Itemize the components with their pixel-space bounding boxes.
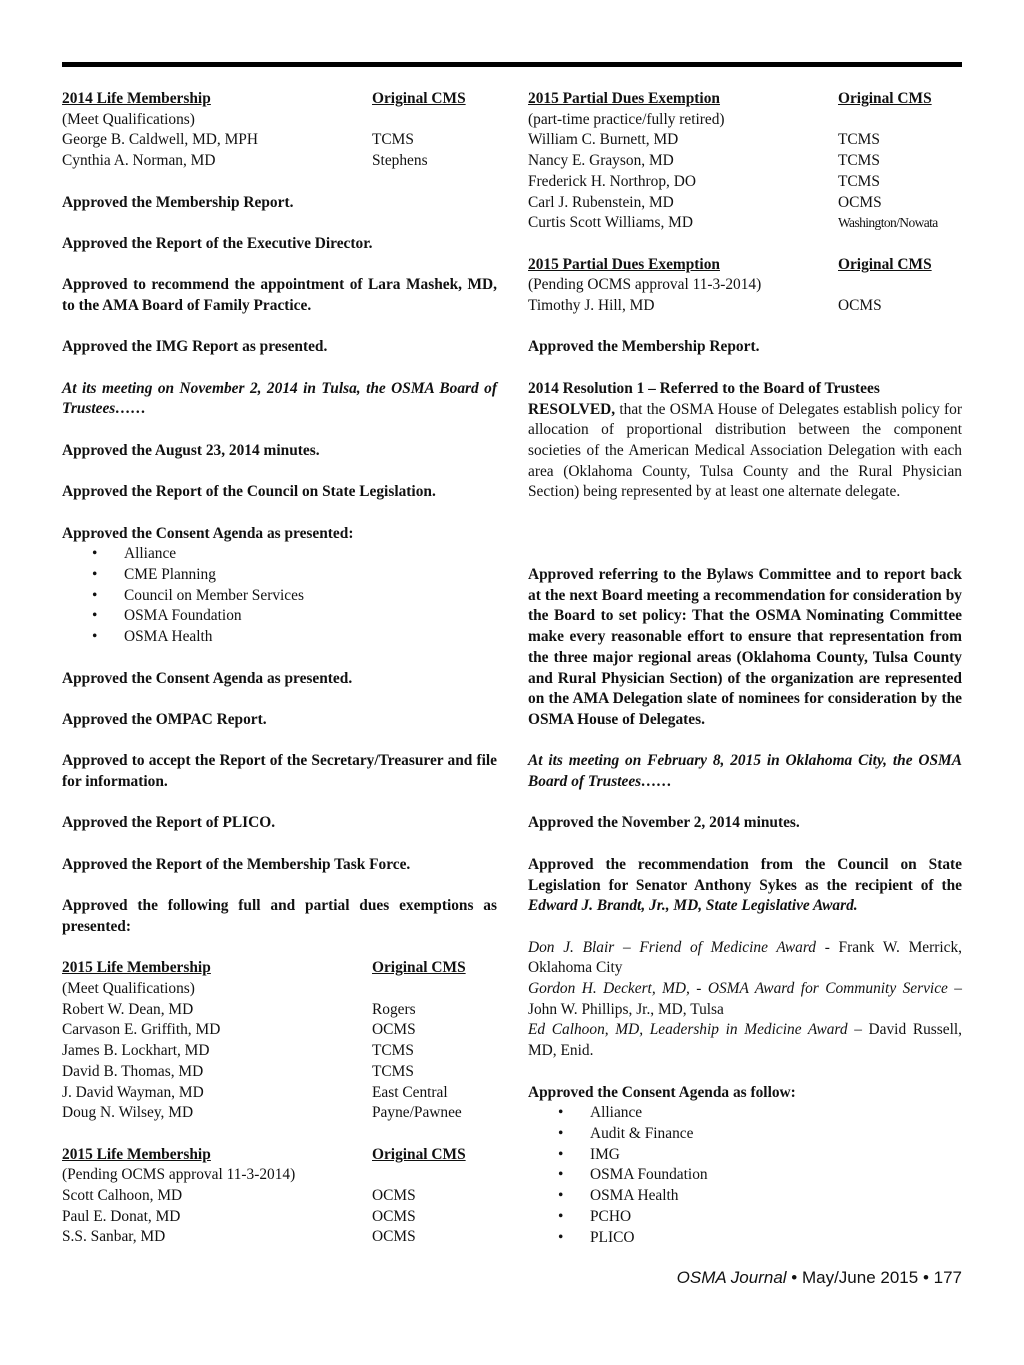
paragraph: Approved the Report of the Council on State Legislation. [62, 483, 436, 501]
paragraph: Approved the November 2, 2014 minutes. [528, 814, 800, 832]
paragraph: Approved the recommendation from the Council on State Legislation for Senator Anthony Sykes as the recipient of the Edward J. Brandt, Jr., MD, State Legislative Award. [528, 855, 962, 915]
award-line: Gordon H. Deckert, MD, - OSMA Award for Community Service – John W. Phillips, Jr., MD, Tulsa [528, 980, 962, 1018]
paragraph: Approved the Report of the Membership Task Force. [62, 855, 411, 873]
consent-list [62, 544, 497, 648]
table-row: James B. Lockhart, MD TCMS [62, 1042, 414, 1060]
list-item: • Alliance [558, 1104, 643, 1122]
paragraph: Approved the Membership Report. [62, 193, 294, 211]
table-row: Curtis Scott Williams, MD Washington/Nowata [528, 214, 938, 232]
table-row: George B. Caldwell, MD, MPH TCMS [62, 131, 414, 149]
table-row: Carvason E. Griffith, MD OCMS [62, 1021, 416, 1039]
table-row: S.S. Sanbar, MD OCMS [62, 1228, 416, 1246]
partial-2015-pending-header: 2015 Partial Dues Exemption Original CMS [528, 255, 932, 273]
paragraph: Approved the August 23, 2014 minutes. [62, 441, 320, 459]
partial-2015-note: (part-time practice/fully retired) [528, 110, 725, 128]
consent-list [528, 1103, 962, 1248]
table-row: William C. Burnett, MD TCMS [528, 131, 880, 149]
issue-date: May/June 2015 [801, 1268, 919, 1287]
table-row: Scott Calhoon, MD OCMS [62, 1187, 416, 1205]
award-line: Ed Calhoon, MD, Leadership in Medicine Award – David Russell, MD, Enid. [528, 1021, 962, 1060]
paragraph: Approved the Consent Agenda as follow: [528, 1083, 796, 1101]
award-line: Don J. Blair – Friend of Medicine Award - Frank W. Merrick, Oklahoma City [528, 938, 962, 977]
meeting-intro: At its meeting on November 2, 2014 in Tulsa, the OSMA Board of Trustees…… [62, 379, 497, 418]
list-item: • OSMA Foundation [558, 1166, 708, 1184]
list-item: • Council on Member Services [92, 586, 304, 604]
partial-2015-pending-note: (Pending OCMS approval 11-3-2014) [528, 276, 762, 294]
table-row: Doug N. Wilsey, MD Payne/Pawnee [62, 1104, 462, 1122]
page-number: 177 [933, 1268, 962, 1287]
meeting-intro: At its meeting on February 8, 2015 in Oklahoma City, the OSMA Board of Trustees…… [528, 752, 962, 791]
table-row: David B. Thomas, MD TCMS [62, 1062, 414, 1080]
list-item: • OSMA Health [92, 628, 213, 646]
paragraph: Approved the Report of PLICO. [62, 814, 276, 832]
life-2015-header: 2015 Life Membership Original CMS [62, 959, 466, 977]
paragraph: Approved referring to the Bylaws Committee and to report back at the next Board meeting a recommendation for consideration by the Board to set policy: That the OSMA Nominating Committee make every reasonable effort to ensure that representation from the three major regional areas (Oklahoma County, Tulsa County and Rural Physician Section) of the organization are represented on the AMA Delegation slate of nominees for consideration by the OSMA House of Delegates. [528, 566, 962, 728]
list-item: • IMG [558, 1145, 620, 1163]
list-item: • PLICO [558, 1228, 635, 1246]
table-row: Nancy E. Grayson, MD TCMS [528, 152, 880, 170]
table-row: J. David Wayman, MD East Central [62, 1083, 448, 1101]
life-2015-note: (Meet Qualifications) [62, 980, 195, 997]
resolution-title: 2014 Resolution 1 – Referred to the Board of Trustees [528, 379, 880, 397]
left-column [62, 89, 497, 1248]
paragraph: Approved the Consent Agenda as presented: [62, 524, 354, 542]
paragraph: Approved the Membership Report. [528, 338, 760, 356]
partial-2015-header: 2015 Partial Dues Exemption Original CMS [528, 90, 932, 107]
table-row: Timothy J. Hill, MD OCMS [528, 297, 882, 315]
list-item: • Audit & Finance [558, 1124, 694, 1142]
list-item: • OSMA Health [558, 1187, 679, 1205]
list-item: • CME Planning [92, 566, 216, 584]
list-item: • OSMA Foundation [92, 607, 242, 625]
life-2014-header: 2014 Life Membership Original CMS [62, 90, 466, 107]
journal-title: OSMA Journal [676, 1268, 787, 1287]
resolution-body: RESOLVED, that the OSMA House of Delegates establish policy for allocation of proportional distribution between the component societies of the American Medical Association Delegation with each area (Oklahoma County, Tulsa County and the Rural Physician Section) being represented by at least one alternate delegate. [528, 400, 962, 501]
right-column [528, 89, 962, 1248]
table-row: Robert W. Dean, MD Rogers [62, 1000, 416, 1018]
paragraph: Approved the Consent Agenda as presented. [62, 669, 353, 687]
list-item: • PCHO [558, 1207, 632, 1225]
paragraph: Approved to accept the Report of the Secretary/Treasurer and file for information. [62, 752, 497, 791]
life-2014-note: (Meet Qualifications) [62, 110, 195, 128]
top-rule [62, 62, 962, 67]
table-row: Paul E. Donat, MD OCMS [62, 1207, 416, 1225]
paragraph: Approved the Report of the Executive Director. [62, 234, 373, 252]
paragraph: Approved the OMPAC Report. [62, 710, 267, 728]
life-2015-pending-note: (Pending OCMS approval 11-3-2014) [62, 1166, 296, 1184]
table-row: Frederick H. Northrop, DO TCMS [528, 172, 880, 190]
paragraph: Approved to recommend the appointment of Lara Mashek, MD, to the AMA Board of Family Practice. [62, 276, 497, 314]
life-2015-pending-header: 2015 Life Membership Original CMS [62, 1145, 466, 1163]
table-row: Carl J. Rubenstein, MD OCMS [528, 193, 882, 211]
page-footer: OSMA Journal • May/June 2015 • 177 [676, 1268, 962, 1287]
table-row: Cynthia A. Norman, MD Stephens [62, 152, 428, 170]
paragraph: Approved the IMG Report as presented. [62, 338, 328, 356]
list-item: • Alliance [92, 545, 177, 563]
paragraph: Approved the following full and partial dues exemptions as presented: [62, 897, 497, 935]
